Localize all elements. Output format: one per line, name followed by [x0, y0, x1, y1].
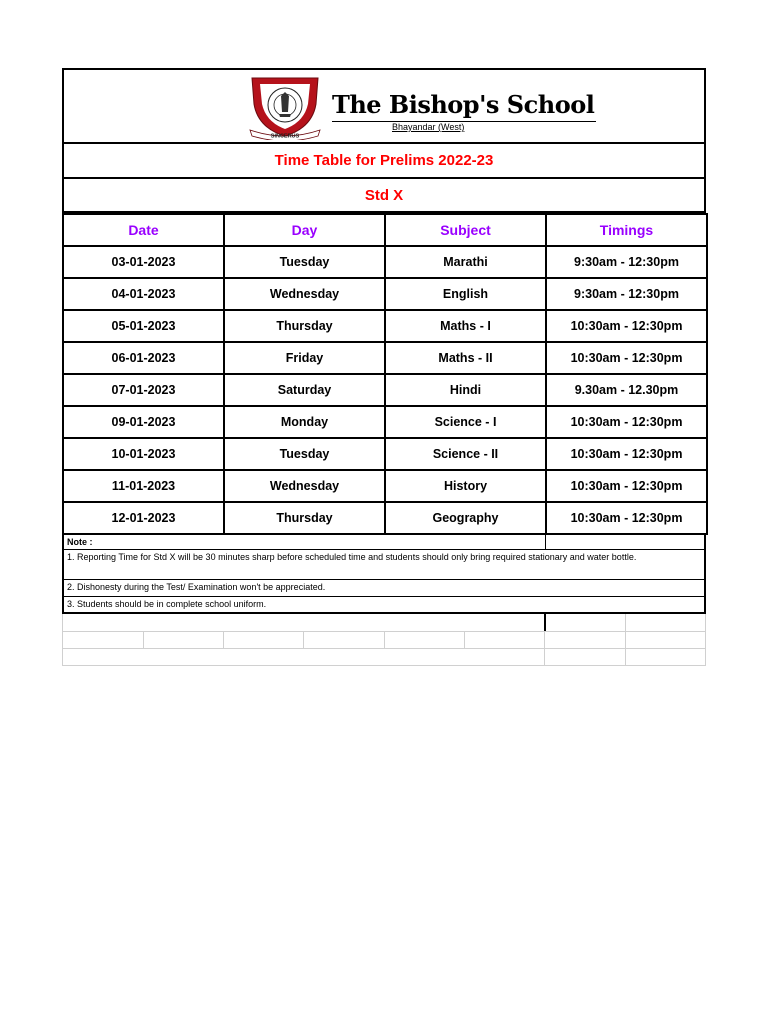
- cell-date: 07-01-2023: [63, 374, 224, 406]
- cell-day: Wednesday: [224, 278, 385, 310]
- svg-text:SINCERUS: SINCERUS: [270, 133, 300, 140]
- cell-timings: 9:30am - 12:30pm: [546, 278, 707, 310]
- cell-timings: 10:30am - 12:30pm: [546, 502, 707, 534]
- table-row: [63, 310, 707, 342]
- cell-day: Friday: [224, 342, 385, 374]
- header-date: Date: [63, 214, 224, 246]
- cell-day: Thursday: [224, 310, 385, 342]
- cell-timings: 10:30am - 12:30pm: [546, 342, 707, 374]
- cell-day: Saturday: [224, 374, 385, 406]
- cell-date: 04-01-2023: [63, 278, 224, 310]
- cell-date: 03-01-2023: [63, 246, 224, 278]
- table-row: [63, 278, 707, 310]
- cell-date: 12-01-2023: [63, 502, 224, 534]
- cell-subject: English: [385, 278, 546, 310]
- cell-timings: 10:30am - 12:30pm: [546, 310, 707, 342]
- note-item: 1. Reporting Time for Std X will be 30 minutes sharp before scheduled time and students should only bring required stationary and water bottle.: [62, 550, 706, 580]
- cell-subject: Marathi: [385, 246, 546, 278]
- cell-day: Tuesday: [224, 246, 385, 278]
- header-day: Day: [224, 214, 385, 246]
- cell-day: Wednesday: [224, 470, 385, 502]
- school-name: The Bishop's School: [332, 90, 594, 119]
- notes-section: [62, 535, 706, 614]
- table-row: [63, 246, 707, 278]
- note-item: 2. Dishonesty during the Test/ Examination won't be appreciated.: [62, 580, 706, 597]
- cell-date: 11-01-2023: [63, 470, 224, 502]
- standard-label: Std X: [62, 179, 706, 213]
- cell-date: 09-01-2023: [63, 406, 224, 438]
- cell-day: Monday: [224, 406, 385, 438]
- cell-date: 10-01-2023: [63, 438, 224, 470]
- empty-spreadsheet-grid: [62, 614, 706, 666]
- table-row: [63, 342, 707, 374]
- header-subject: Subject: [385, 214, 546, 246]
- cell-subject: Maths - I: [385, 310, 546, 342]
- cell-subject: Science - II: [385, 438, 546, 470]
- cell-timings: 9.30am - 12.30pm: [546, 374, 707, 406]
- cell-subject: History: [385, 470, 546, 502]
- table-row: [63, 374, 707, 406]
- cell-subject: Hindi: [385, 374, 546, 406]
- table-row: [63, 502, 707, 534]
- cell-timings: 10:30am - 12:30pm: [546, 438, 707, 470]
- cell-day: Tuesday: [224, 438, 385, 470]
- notes-label: Note :: [62, 535, 706, 550]
- cell-date: 06-01-2023: [63, 342, 224, 374]
- timetable-header-row: [63, 214, 707, 246]
- table-row: [63, 470, 707, 502]
- school-location: Bhayandar (West): [392, 122, 465, 132]
- timetable: [62, 213, 708, 535]
- cell-timings: 10:30am - 12:30pm: [546, 470, 707, 502]
- document-title: Time Table for Prelims 2022-23: [62, 144, 706, 179]
- cell-date: 05-01-2023: [63, 310, 224, 342]
- cell-timings: 9:30am - 12:30pm: [546, 246, 707, 278]
- timetable-sheet: [62, 68, 706, 666]
- cell-subject: Geography: [385, 502, 546, 534]
- note-item: 3. Students should be in complete school uniform.: [62, 597, 706, 614]
- school-header: [62, 68, 706, 144]
- cell-day: Thursday: [224, 502, 385, 534]
- cell-subject: Maths - II: [385, 342, 546, 374]
- school-crest-logo: [246, 74, 324, 140]
- table-row: [63, 406, 707, 438]
- table-row: [63, 438, 707, 470]
- cell-timings: 10:30am - 12:30pm: [546, 406, 707, 438]
- header-timings: Timings: [546, 214, 707, 246]
- cell-subject: Science - I: [385, 406, 546, 438]
